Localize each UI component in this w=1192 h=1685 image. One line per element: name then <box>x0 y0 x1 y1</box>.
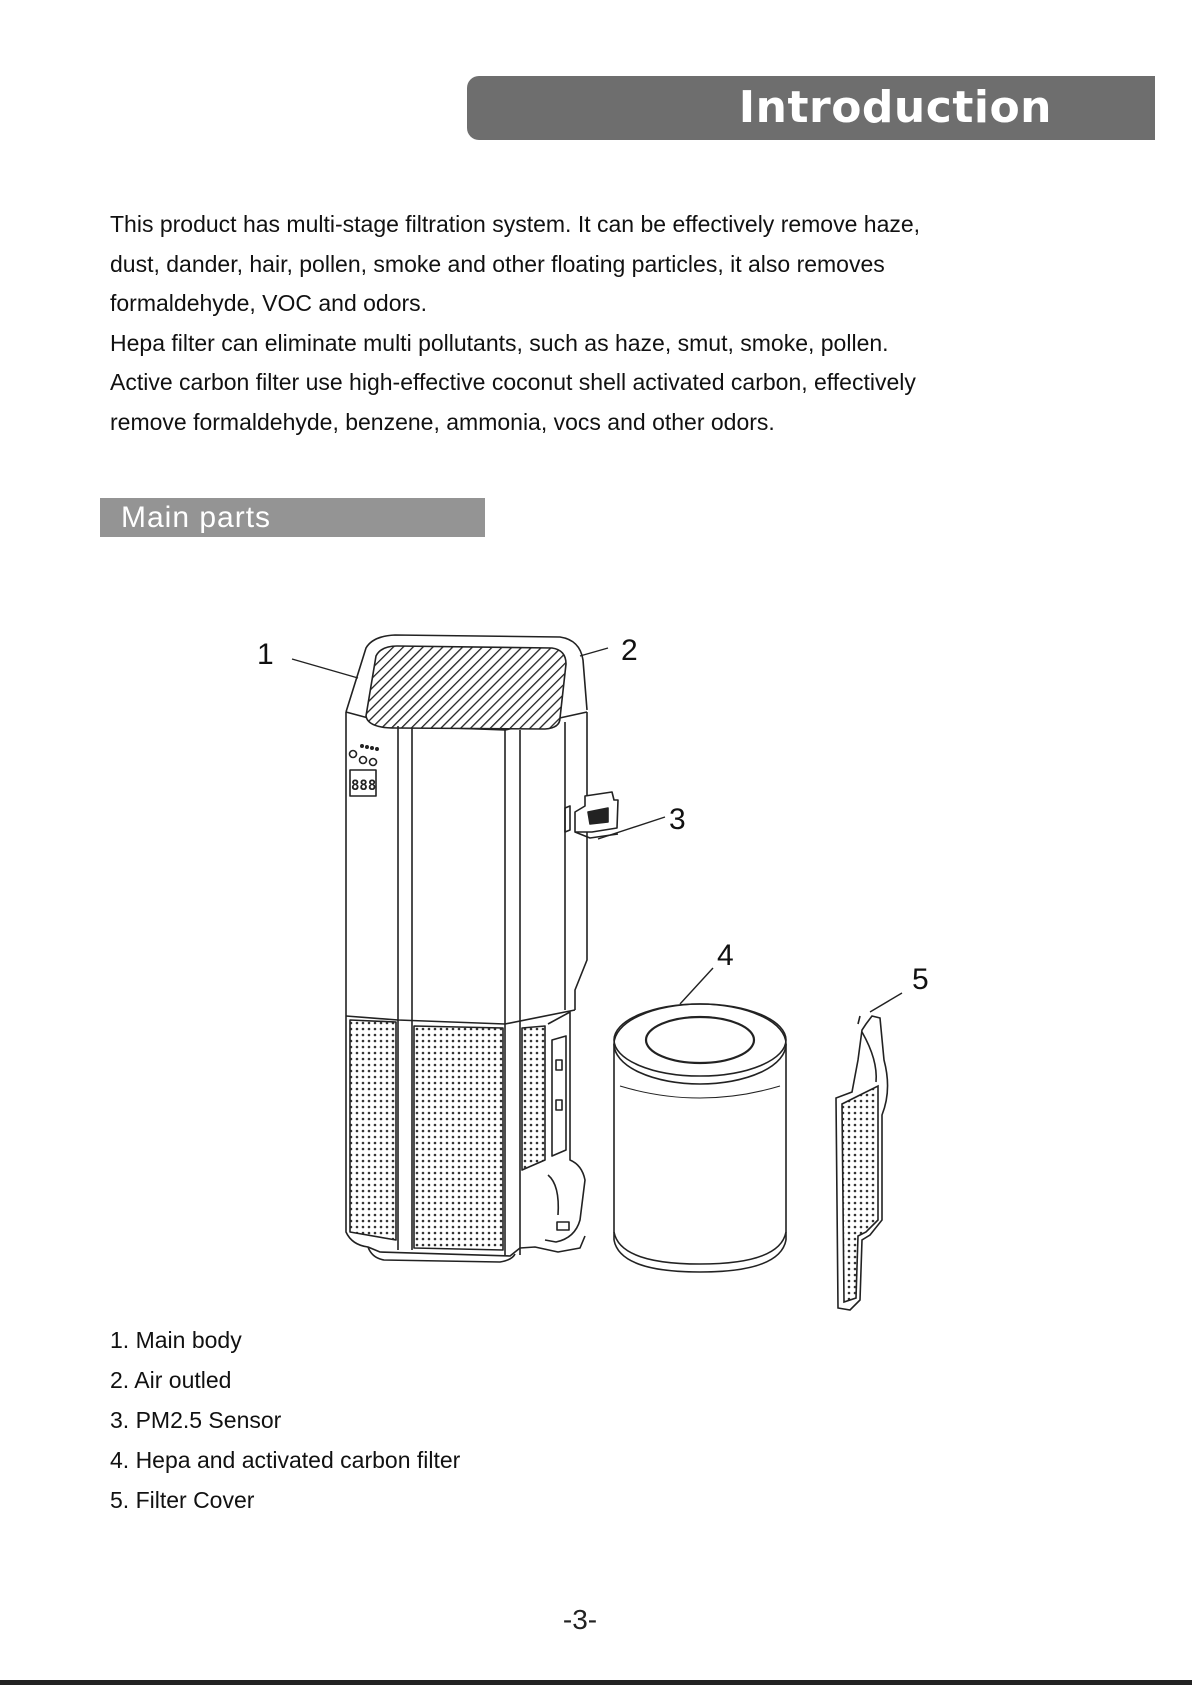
section-title: Main parts <box>121 501 272 534</box>
main-body-illustration <box>346 635 618 1262</box>
page-title: Introduction <box>738 82 1052 133</box>
display-digits: 888 <box>351 778 377 794</box>
list-item: 2. Air outled <box>110 1367 232 1393</box>
intro-line: Active carbon filter use high-effective coconut shell activated carbon, effectively <box>110 369 916 396</box>
parts-list <box>110 1320 460 1520</box>
intro-line: This product has multi-stage filtration system. It can be effectively remove haze, <box>110 211 921 237</box>
callout-5: 5 <box>912 963 929 996</box>
intro-line: dust, dander, hair, pollen, smoke and other floating particles, it also removes <box>110 250 885 277</box>
hepa-filter-illustration <box>614 1004 786 1272</box>
page-number: -3- <box>562 1604 598 1635</box>
callout-2: 2 <box>621 634 638 667</box>
bottom-rule <box>0 1680 1192 1685</box>
callout-1: 1 <box>257 638 274 671</box>
intro-line: formaldehyde, VOC and odors. <box>110 290 428 317</box>
list-item: 5. Filter Cover <box>110 1487 255 1513</box>
callout-3: 3 <box>669 803 686 836</box>
list-item: 1. Main body <box>110 1327 242 1353</box>
filter-cover-illustration <box>836 1016 888 1310</box>
callout-4: 4 <box>717 939 734 972</box>
pm25-sensor-illustration <box>565 792 618 838</box>
air-outlet-grille <box>366 646 566 729</box>
list-item: 4. Hepa and activated carbon filter <box>110 1447 461 1473</box>
intro-line: Hepa filter can eliminate multi pollutants, such as haze, smut, smoke, pollen. <box>110 329 889 356</box>
intro-line: remove formaldehyde, benzene, ammonia, vocs and other odors. <box>110 408 775 435</box>
list-item: 3. PM2.5 Sensor <box>110 1407 282 1433</box>
